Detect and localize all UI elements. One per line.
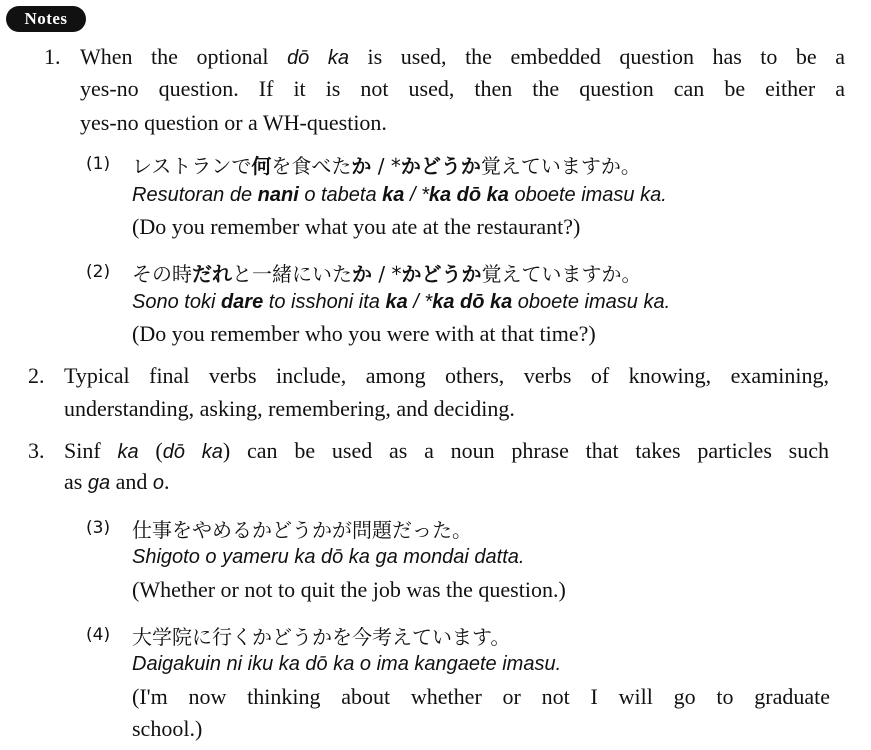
note-1-line-2: yes-no question. If it is not used, then the question can be either a [80,76,845,101]
example-2-translation: (Do you remember who you were with at that time?) [132,321,596,346]
example-2-japanese: その時だれと一緒にいたか / *かどうか覚えていますか。 [132,262,642,286]
example-1-romaji: Resutoran de nani o tabeta ka / *ka dō ka oboete imasu ka. [132,184,667,206]
note-3-line-2: as ga and o. [64,469,170,494]
example-1-number: (1) [86,154,111,174]
example-4-japanese: 大学院に行くかどうかを今考えています。 [132,625,511,649]
note-2-number: 2. [28,363,45,388]
example-3-translation: (Whether or not to quit the job was the question.) [132,577,566,602]
example-4-romaji: Daigakuin ni iku ka dō ka o ima kangaete imasu. [132,653,562,675]
note-1-line-1: When the optional dō ka is used, the embedded question has to be a [80,44,845,69]
example-3-number: (3) [86,518,111,538]
notes-badge: Notes [6,6,86,32]
example-4-translation-line-1: (I'm now thinking about whether or not I will go to graduate [132,684,830,709]
note-1-line-3: yes-no question or a WH-question. [80,110,387,135]
example-3-romaji: Shigoto o yameru ka dō ka ga mondai datta. [132,546,525,568]
note-1-number: 1. [44,44,61,69]
example-4-number: (4) [86,625,111,645]
example-2-number: (2) [86,262,111,282]
note-3-line-1: Sinf ka (dō ka) can be used as a noun phrase that takes particles such [64,438,829,463]
example-4-translation-line-2: school.) [132,716,203,741]
example-2-romaji: Sono toki dare to isshoni ita ka / *ka dō ka oboete imasu ka. [132,291,671,313]
example-1-translation: (Do you remember what you ate at the restaurant?) [132,214,581,239]
note-3-number: 3. [28,438,45,463]
example-3-japanese: 仕事をやめるかどうかが問題だった。 [132,518,472,542]
note-2-line-1: Typical final verbs include, among others, verbs of knowing, examining, [64,363,829,388]
example-1-japanese: レストランで何を食べたか / *かどうか覚えていますか。 [132,154,641,178]
note-2-line-2: understanding, asking, remembering, and deciding. [64,396,515,421]
